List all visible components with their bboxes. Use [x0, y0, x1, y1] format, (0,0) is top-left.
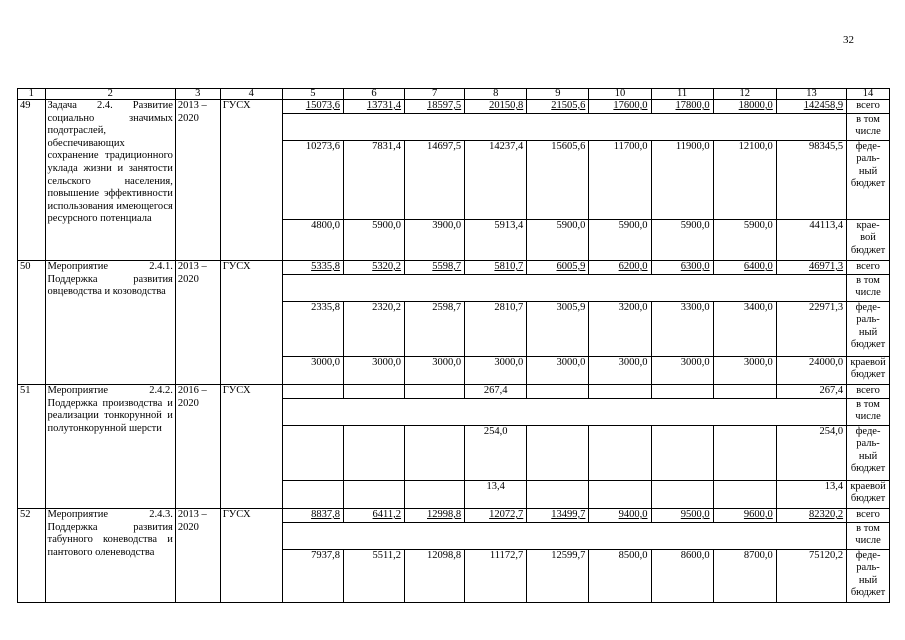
- value-cell: 5900,0: [527, 220, 589, 261]
- value-cell: 12072,7: [465, 509, 527, 523]
- value-cell: 6200,0: [589, 261, 651, 275]
- value-cell: 15605,6: [527, 141, 589, 220]
- header-cell: 2: [45, 89, 175, 100]
- header-cell: 12: [713, 89, 776, 100]
- value-cell: [405, 426, 465, 481]
- value-cell: [651, 481, 713, 509]
- budget-label: краевой бюджет: [847, 481, 890, 509]
- header-cell: 1: [18, 89, 46, 100]
- value-cell: 9600,0: [713, 509, 776, 523]
- header-cell: 5: [282, 89, 343, 100]
- budget-label: всего: [847, 509, 890, 523]
- value-cell: [713, 426, 776, 481]
- value-cell: 5900,0: [589, 220, 651, 261]
- value-cell: [527, 481, 589, 509]
- value-cell: [282, 385, 343, 399]
- executor: ГУСХ: [220, 261, 282, 385]
- header-cell: 4: [220, 89, 282, 100]
- table-row: [18, 100, 890, 114]
- value-cell: 8600,0: [651, 550, 713, 603]
- table-row: [18, 385, 890, 399]
- measure-name: Мероприятие 2.4.3. Поддержка развития табунного коневодства и пантового оленеводства: [45, 509, 175, 603]
- empty-values: [282, 114, 846, 141]
- value-cell: 13731,4: [343, 100, 404, 114]
- value-cell: 5913,4: [465, 220, 527, 261]
- value-cell: 3005,9: [527, 302, 589, 357]
- value-cell: [589, 385, 651, 399]
- value-cell: 3300,0: [651, 302, 713, 357]
- value-cell: 98345,5: [776, 141, 846, 220]
- budget-label: феде- раль- ный бюджет: [847, 550, 890, 603]
- value-cell: [405, 481, 465, 509]
- measure-name: Мероприятие 2.4.2. Поддержка производства и реализации тонкорунной и полутонкорунной шерсти: [45, 385, 175, 509]
- value-cell: 13,4: [465, 481, 527, 509]
- budget-label: в том числе: [847, 399, 890, 426]
- value-cell: 46971,3: [776, 261, 846, 275]
- header-cell: 6: [343, 89, 404, 100]
- value-cell: 18597,5: [405, 100, 465, 114]
- value-cell: 12100,0: [713, 141, 776, 220]
- value-cell: 2810,7: [465, 302, 527, 357]
- value-cell: 254,0: [776, 426, 846, 481]
- value-cell: [282, 481, 343, 509]
- value-cell: 3000,0: [282, 357, 343, 385]
- value-cell: [282, 426, 343, 481]
- budget-label: феде- раль- ный бюджет: [847, 302, 890, 357]
- value-cell: 3000,0: [405, 357, 465, 385]
- budget-label: феде- раль- ный бюджет: [847, 141, 890, 220]
- value-cell: [343, 426, 404, 481]
- budget-table: [17, 88, 890, 603]
- value-cell: 13,4: [776, 481, 846, 509]
- value-cell: 3200,0: [589, 302, 651, 357]
- value-cell: 3000,0: [651, 357, 713, 385]
- value-cell: 75120,2: [776, 550, 846, 603]
- value-cell: 11172,7: [465, 550, 527, 603]
- value-cell: 15073,6: [282, 100, 343, 114]
- value-cell: 9500,0: [651, 509, 713, 523]
- budget-label: в том числе: [847, 114, 890, 141]
- value-cell: 82320,2: [776, 509, 846, 523]
- empty-values: [282, 275, 846, 302]
- period: 2013 – 2020: [175, 261, 220, 385]
- value-cell: 44113,4: [776, 220, 846, 261]
- executor: ГУСХ: [220, 509, 282, 603]
- value-cell: 5335,8: [282, 261, 343, 275]
- value-cell: [343, 481, 404, 509]
- value-cell: 254,0: [465, 426, 527, 481]
- value-cell: 4800,0: [282, 220, 343, 261]
- value-cell: [713, 481, 776, 509]
- budget-label: в том числе: [847, 523, 890, 550]
- value-cell: 3000,0: [527, 357, 589, 385]
- value-cell: 267,4: [465, 385, 527, 399]
- empty-values: [282, 399, 846, 426]
- value-cell: 6411,2: [343, 509, 404, 523]
- period: 2013 – 2020: [175, 509, 220, 603]
- row-number: 52: [18, 509, 46, 603]
- period: 2016 – 2020: [175, 385, 220, 509]
- row-number: 51: [18, 385, 46, 509]
- value-cell: 11700,0: [589, 141, 651, 220]
- budget-label: всего: [847, 261, 890, 275]
- budget-label: феде- раль- ный бюджет: [847, 426, 890, 481]
- empty-values: [282, 523, 846, 550]
- page-number: 32: [843, 34, 854, 46]
- value-cell: [713, 385, 776, 399]
- value-cell: 8837,8: [282, 509, 343, 523]
- value-cell: 22971,3: [776, 302, 846, 357]
- budget-label: крае- вой бюджет: [847, 220, 890, 261]
- value-cell: 6005,9: [527, 261, 589, 275]
- value-cell: 17800,0: [651, 100, 713, 114]
- executor: ГУСХ: [220, 100, 282, 261]
- value-cell: 2335,8: [282, 302, 343, 357]
- value-cell: 142458,9: [776, 100, 846, 114]
- value-cell: 3000,0: [589, 357, 651, 385]
- executor: ГУСХ: [220, 385, 282, 509]
- value-cell: 3000,0: [343, 357, 404, 385]
- header-cell: 13: [776, 89, 846, 100]
- measure-name: Задача 2.4. Развитие социально значимых подотраслей, обеспечивающих сохранение традиционного уклада жизни и занятости сельского населения, повышение эффективности использования имеющегося ресурсного потенциала: [45, 100, 175, 261]
- value-cell: 5598,7: [405, 261, 465, 275]
- value-cell: 5320,2: [343, 261, 404, 275]
- header-cell: 10: [589, 89, 651, 100]
- value-cell: 2598,7: [405, 302, 465, 357]
- table-row: [18, 261, 890, 275]
- value-cell: 14697,5: [405, 141, 465, 220]
- row-number: 50: [18, 261, 46, 385]
- value-cell: [527, 385, 589, 399]
- value-cell: 8700,0: [713, 550, 776, 603]
- budget-label: всего: [847, 100, 890, 114]
- value-cell: 3900,0: [405, 220, 465, 261]
- value-cell: 12998,8: [405, 509, 465, 523]
- header-cell: 11: [651, 89, 713, 100]
- value-cell: 3000,0: [465, 357, 527, 385]
- value-cell: 267,4: [776, 385, 846, 399]
- header-row: [18, 89, 890, 100]
- value-cell: 7937,8: [282, 550, 343, 603]
- value-cell: [589, 481, 651, 509]
- value-cell: 3000,0: [713, 357, 776, 385]
- value-cell: 7831,4: [343, 141, 404, 220]
- header-cell: 14: [847, 89, 890, 100]
- value-cell: 12098,8: [405, 550, 465, 603]
- value-cell: 6400,0: [713, 261, 776, 275]
- budget-label: всего: [847, 385, 890, 399]
- header-cell: 7: [405, 89, 465, 100]
- value-cell: 21505,6: [527, 100, 589, 114]
- value-cell: [527, 426, 589, 481]
- header-cell: 9: [527, 89, 589, 100]
- value-cell: 24000,0: [776, 357, 846, 385]
- header-cell: 8: [465, 89, 527, 100]
- row-number: 49: [18, 100, 46, 261]
- value-cell: 11900,0: [651, 141, 713, 220]
- budget-label: краевой бюджет: [847, 357, 890, 385]
- value-cell: 13499,7: [527, 509, 589, 523]
- value-cell: 6300,0: [651, 261, 713, 275]
- value-cell: 5900,0: [713, 220, 776, 261]
- value-cell: 5900,0: [343, 220, 404, 261]
- budget-label: в том числе: [847, 275, 890, 302]
- value-cell: 3400,0: [713, 302, 776, 357]
- table-row: [18, 509, 890, 523]
- value-cell: 10273,6: [282, 141, 343, 220]
- value-cell: 8500,0: [589, 550, 651, 603]
- value-cell: 18000,0: [713, 100, 776, 114]
- value-cell: [651, 385, 713, 399]
- value-cell: 9400,0: [589, 509, 651, 523]
- value-cell: 5810,7: [465, 261, 527, 275]
- value-cell: 17600,0: [589, 100, 651, 114]
- value-cell: 14237,4: [465, 141, 527, 220]
- value-cell: [343, 385, 404, 399]
- value-cell: [405, 385, 465, 399]
- header-cell: 3: [175, 89, 220, 100]
- value-cell: [589, 426, 651, 481]
- value-cell: [651, 426, 713, 481]
- value-cell: 12599,7: [527, 550, 589, 603]
- period: 2013 – 2020: [175, 100, 220, 261]
- value-cell: 5511,2: [343, 550, 404, 603]
- measure-name: Мероприятие 2.4.1. Поддержка развития овцеводства и козоводства: [45, 261, 175, 385]
- value-cell: 20150,8: [465, 100, 527, 114]
- value-cell: 5900,0: [651, 220, 713, 261]
- value-cell: 2320,2: [343, 302, 404, 357]
